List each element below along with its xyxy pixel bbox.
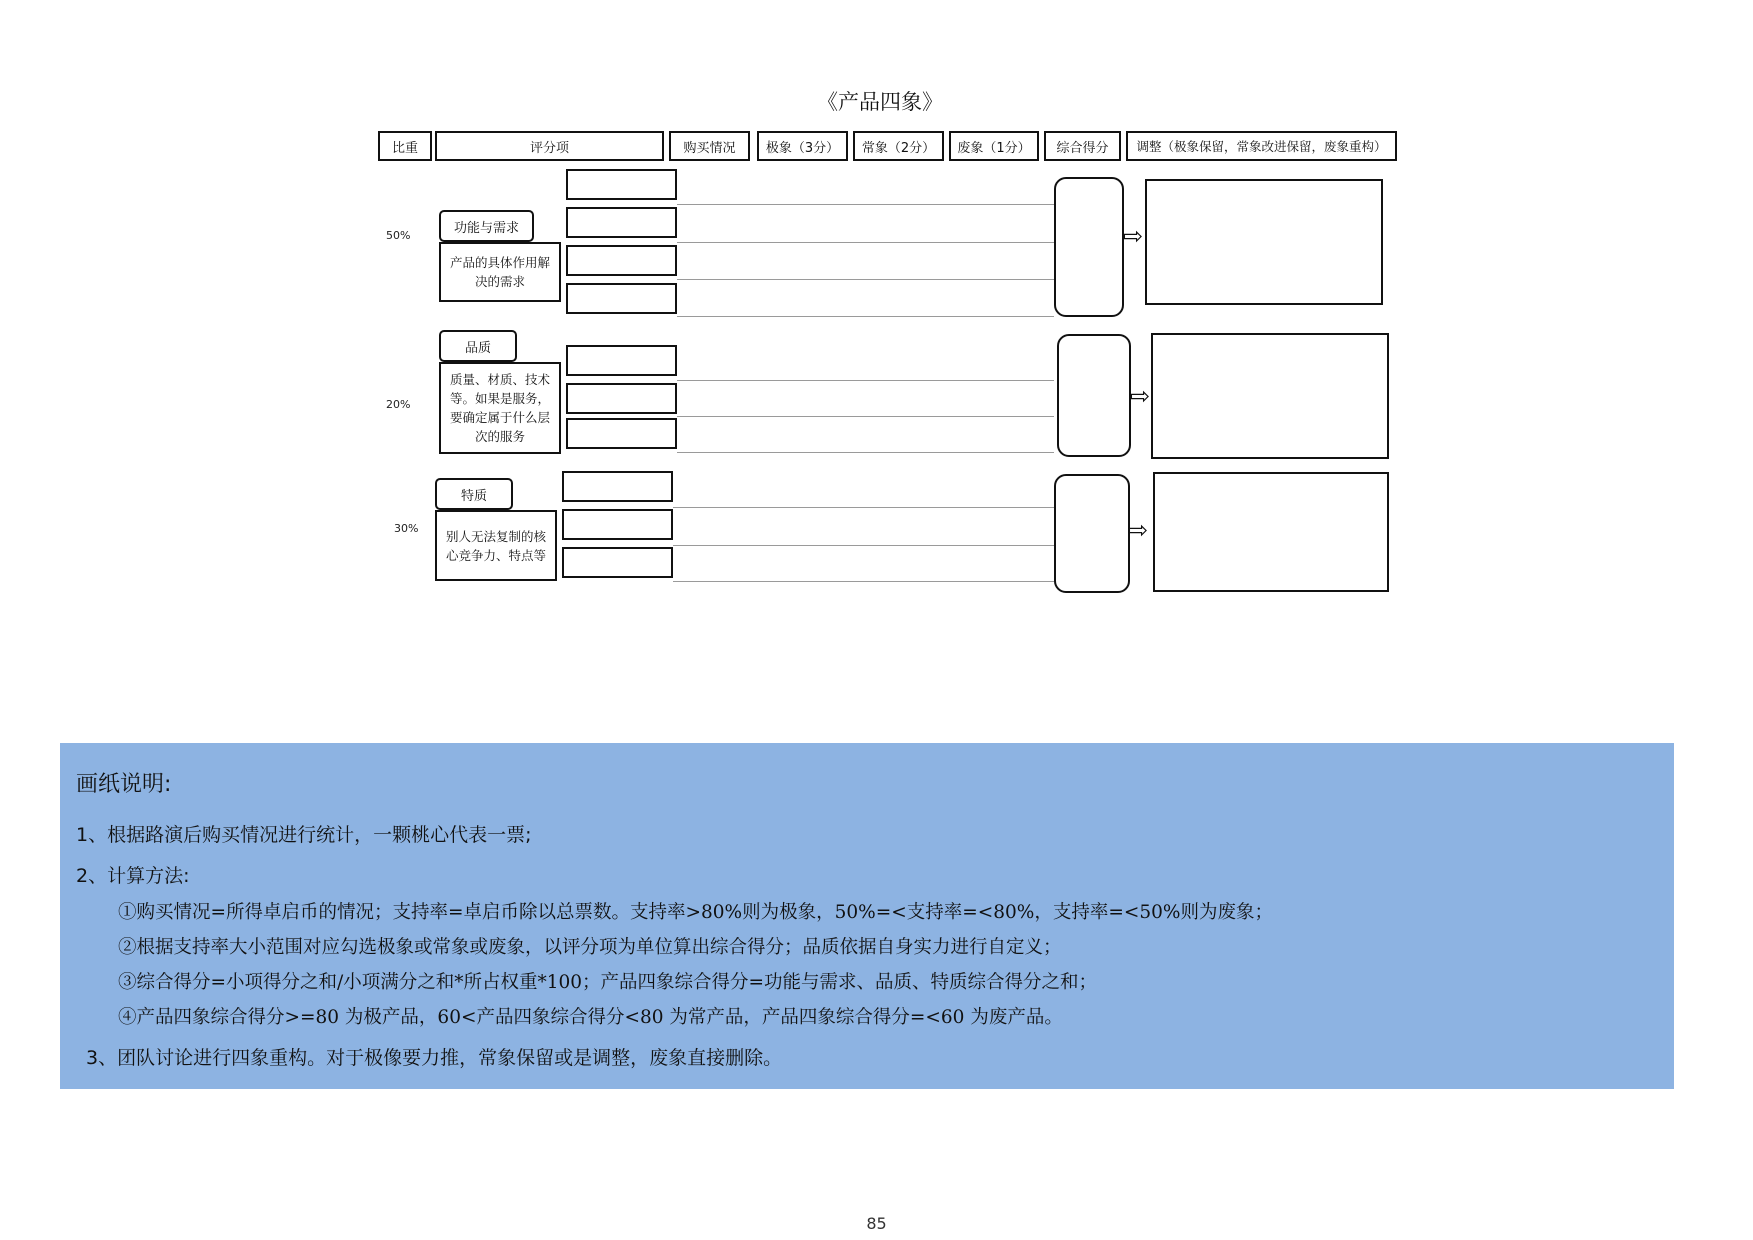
header-adjust: 调整（极象保留，常象改进保留，废象重构） xyxy=(1126,131,1397,161)
notes-sub-1: ①购买情况=所得卓启币的情况；支持率=卓启币除以总票数。支持率>80%则为极象，50%=<支持率=<80%，支持率=<50%则为废象； xyxy=(118,902,1273,923)
purchase-cell[interactable] xyxy=(566,345,677,376)
purchase-cell[interactable] xyxy=(566,418,677,449)
purchase-cell[interactable] xyxy=(566,383,677,414)
group-category: 特质 xyxy=(435,478,513,510)
group-description: 产品的具体作用解决的需求 xyxy=(439,242,561,302)
purchase-cell[interactable] xyxy=(566,283,677,314)
arrow-icon: ⇨ xyxy=(1128,516,1149,544)
header-weight: 比重 xyxy=(378,131,432,161)
score-box[interactable] xyxy=(1054,177,1124,317)
diagram-title: 《产品四象》 xyxy=(817,90,943,114)
notes-sub-2: ②根据支持率大小范围对应勾选极象或常象或废象，以评分项为单位算出综合得分；品质依据自身实力进行自定义； xyxy=(118,937,1062,958)
header-normal: 常象（2分） xyxy=(853,131,944,161)
header-waste: 废象（1分） xyxy=(949,131,1039,161)
row-line xyxy=(677,279,1054,280)
page-number: 85 xyxy=(866,1214,887,1233)
row-line xyxy=(677,316,1054,317)
purchase-cell[interactable] xyxy=(566,207,677,238)
group-weight: 50% xyxy=(386,229,411,242)
notes-item-3: 3、团队讨论进行四象重构。对于极像要力推，常象保留或是调整，废象直接删除。 xyxy=(86,1047,783,1069)
group-weight: 30% xyxy=(394,522,419,535)
score-box[interactable] xyxy=(1054,474,1130,593)
header-item: 评分项 xyxy=(435,131,664,161)
group-description: 质量、材质、技术等。如果是服务，要确定属于什么层次的服务 xyxy=(439,362,561,454)
notes-sub-4: ④产品四象综合得分>=80 为极产品，60<产品四象综合得分<80 为常产品，产品四象综合得分=<60 为废产品。 xyxy=(118,1007,1063,1028)
header-extreme: 极象（3分） xyxy=(757,131,848,161)
notes-title: 画纸说明: xyxy=(76,772,172,797)
arrow-icon: ⇨ xyxy=(1123,222,1144,250)
row-line xyxy=(677,204,1054,205)
notes-panel xyxy=(60,743,1674,1089)
adjust-box[interactable] xyxy=(1153,472,1389,592)
row-line xyxy=(673,507,1054,508)
group-description: 别人无法复制的核心竞争力、特点等 xyxy=(435,510,557,581)
purchase-cell[interactable] xyxy=(566,169,677,200)
arrow-icon: ⇨ xyxy=(1130,382,1151,410)
group-weight: 20% xyxy=(386,398,411,411)
adjust-box[interactable] xyxy=(1151,333,1389,459)
notes-sub-3: ③综合得分=小项得分之和/小项满分之和*所占权重*100；产品四象综合得分=功能与需求、品质、特质综合得分之和； xyxy=(118,972,1098,993)
group-category: 品质 xyxy=(439,330,517,362)
header-purchase: 购买情况 xyxy=(669,131,750,161)
row-line xyxy=(677,416,1054,417)
row-line xyxy=(673,581,1054,582)
row-line xyxy=(677,242,1054,243)
score-box[interactable] xyxy=(1057,334,1131,457)
purchase-cell[interactable] xyxy=(562,547,673,578)
notes-item-2: 2、计算方法: xyxy=(76,865,190,887)
row-line xyxy=(677,452,1054,453)
row-line xyxy=(677,380,1054,381)
diagram xyxy=(0,0,1753,600)
notes-item-1: 1、根据路演后购买情况进行统计，一颗桃心代表一票; xyxy=(76,824,532,846)
adjust-box[interactable] xyxy=(1145,179,1383,305)
purchase-cell[interactable] xyxy=(566,245,677,276)
header-score: 综合得分 xyxy=(1044,131,1121,161)
row-line xyxy=(673,545,1054,546)
purchase-cell[interactable] xyxy=(562,471,673,502)
purchase-cell[interactable] xyxy=(562,509,673,540)
group-category: 功能与需求 xyxy=(439,210,534,242)
